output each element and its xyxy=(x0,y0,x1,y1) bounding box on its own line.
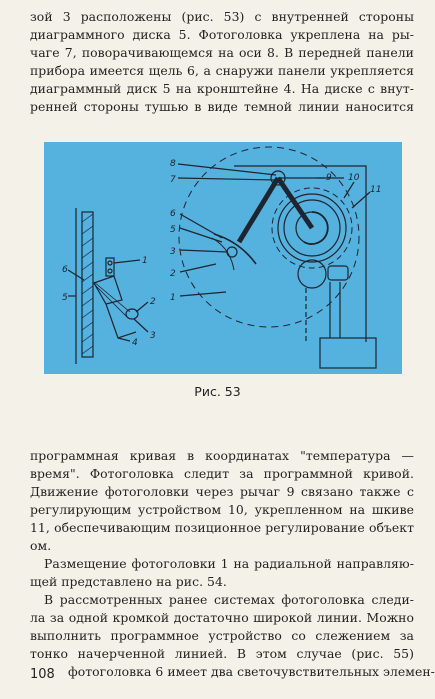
callout-9: 9 xyxy=(326,173,332,183)
text-line: ом. xyxy=(30,538,52,553)
page-number: 108 xyxy=(30,667,55,682)
callout-7: 7 xyxy=(170,175,176,185)
callout-11: 11 xyxy=(370,185,382,195)
text-line: Размещение фотоголовки 1 на радиальной направляю- xyxy=(44,556,414,571)
figure-caption: Рис. 53 xyxy=(194,384,241,399)
text-line: тонко начерченной линией. В этом случае (рис. 55) xyxy=(30,646,414,661)
text-line: 11, обеспечивающим позиционное регулирование объект xyxy=(30,520,414,535)
text-line: фотоголовка 6 имеет два светочувствительных элемен- xyxy=(68,664,435,679)
callout-6: 6 xyxy=(62,265,68,275)
text-line: ренней стороны тушью в виде темной линии наносится xyxy=(30,99,414,114)
text-line: диаграммный диск 5 на кронштейне 4. На диске с внут- xyxy=(30,81,414,96)
callout-8: 8 xyxy=(170,159,176,169)
callout-2: 2 xyxy=(150,297,156,307)
text-line: прибора имеется щель 6, а снаружи панели укрепляется xyxy=(30,63,414,78)
figure-53 xyxy=(44,142,402,374)
text-line: регулирующим устройством 10, укрепленном на шкиве xyxy=(30,502,414,517)
text-line: чаге 7, поворачивающемся на оси 8. В передней панели xyxy=(30,45,414,60)
text-line: щей представлено на рис. 54. xyxy=(30,574,227,589)
callout-4: 4 xyxy=(132,338,138,348)
drive-box xyxy=(320,338,376,368)
text-line: выполнить программное устройство со слежением за xyxy=(30,628,414,643)
callout-2: 2 xyxy=(170,269,176,279)
text-line: диаграммного диска 5. Фотоголовка укреплена на ры- xyxy=(30,27,414,42)
text-line: время". Фотоголовка следит за программной кривой. xyxy=(30,466,414,481)
text-line: В рассмотренных ранее системах фотоголовка следи- xyxy=(44,592,414,607)
text-line: программная кривая в координатах "температура — xyxy=(30,448,414,463)
callout-1: 1 xyxy=(170,293,176,303)
callout-1: 1 xyxy=(142,256,148,266)
figure-drawing xyxy=(44,142,402,374)
callout-5: 5 xyxy=(170,225,176,235)
callout-6: 6 xyxy=(170,209,176,219)
text-line: зой 3 расположены (рис. 53) с внутренней стороны xyxy=(30,9,414,24)
callout-5: 5 xyxy=(62,293,68,303)
text-line: ла за одной кромкой достаточно широкой линии. Можно xyxy=(30,610,414,625)
callout-10: 10 xyxy=(348,173,360,183)
callout-3: 3 xyxy=(170,247,176,257)
text-line: Движение фотоголовки через рычаг 9 связано также с xyxy=(30,484,414,499)
callout-3: 3 xyxy=(150,331,156,341)
